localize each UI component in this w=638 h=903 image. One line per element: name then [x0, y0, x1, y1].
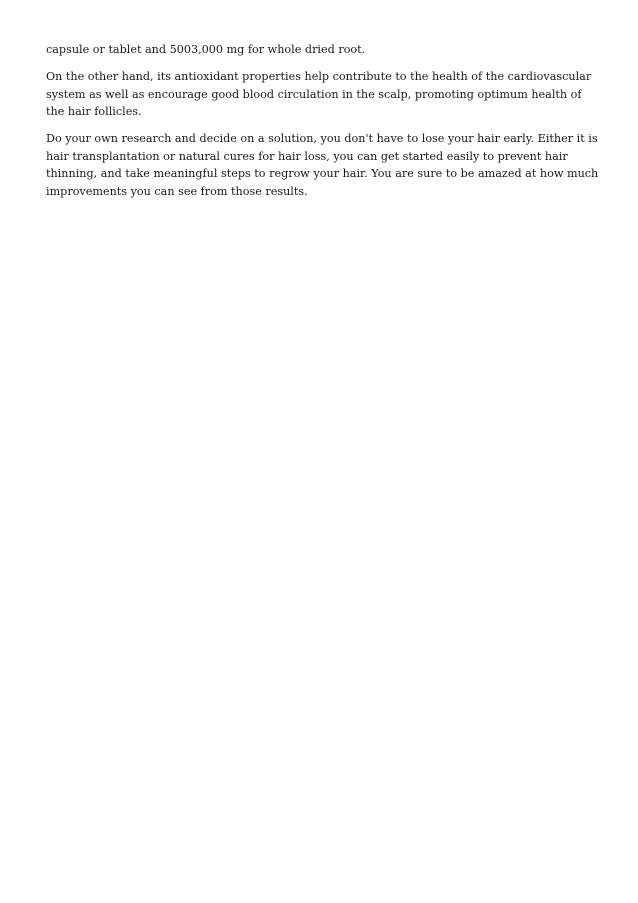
paragraph-research: Do your own research and decide on a solution, you don't have to lose your hair early. Either it is hair transplantation or natural cures for hair loss, you can get started easily to prevent hair thinning, and take meaningful steps to regrow your hair. You are sure to be amazed at how much improvements you can see from those results. [46, 132, 599, 198]
paragraph-antioxidant: On the other hand, its antioxidant properties help contribute to the health of the cardiovascular system as well as encourage good blood circulation in the scalp, promoting optimum health of the hair follicles. [46, 70, 592, 118]
paragraph-dosage: capsule or tablet and 5003,000 mg for whole dried root. [46, 43, 366, 56]
document-body [46, 41, 602, 210]
